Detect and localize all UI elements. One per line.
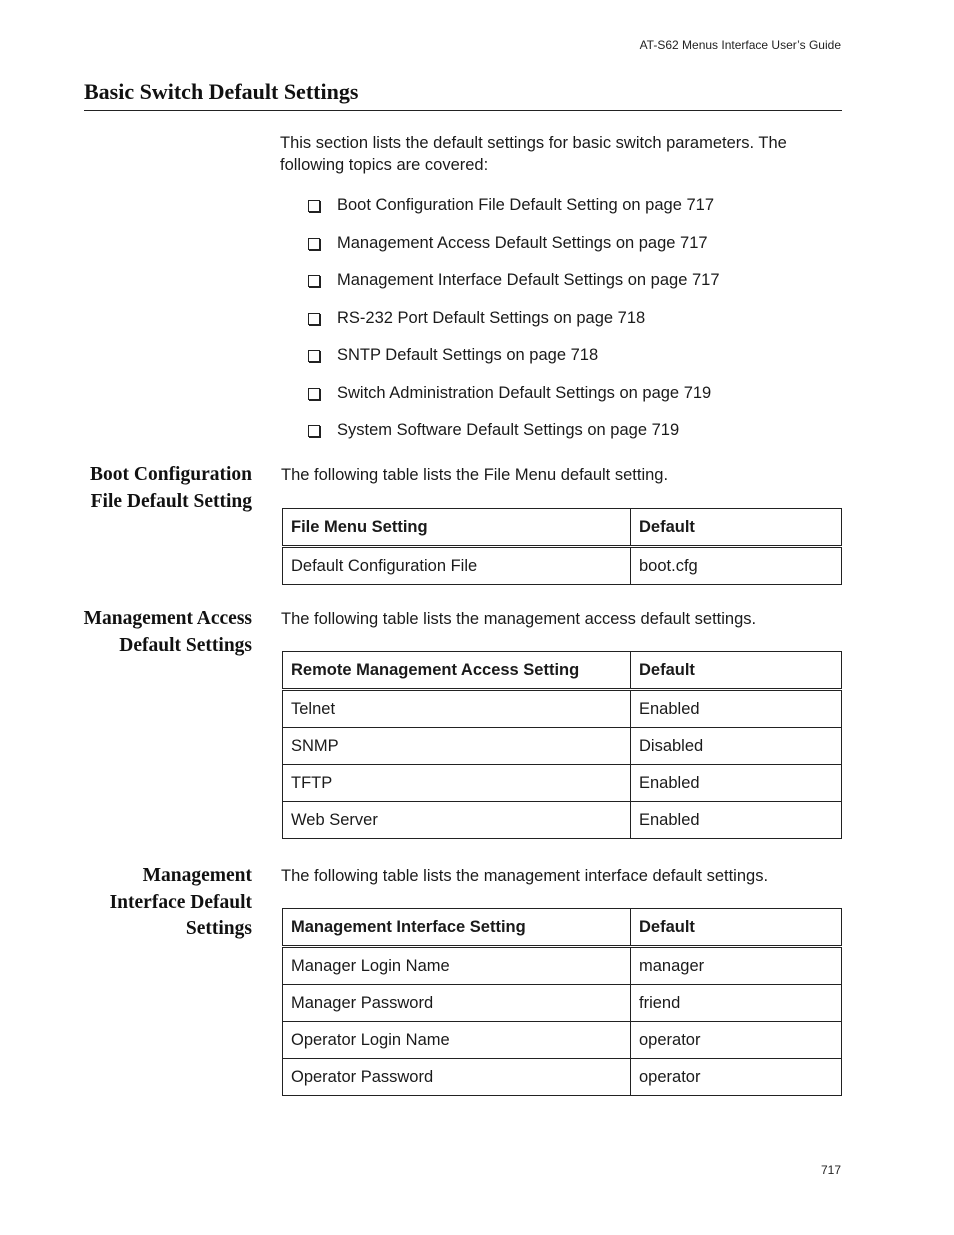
default-cell: Disabled: [631, 728, 842, 765]
boot-config-lead: The following table lists the File Menu default setting.: [281, 466, 669, 484]
topic-link[interactable]: RS-232 Port Default Settings on page 718: [337, 308, 646, 327]
default-cell: Enabled: [631, 765, 842, 802]
page-number: 717: [820, 1163, 841, 1177]
table-row: [283, 765, 842, 802]
intro-paragraph: This section lists the default settings for basic switch parameters. The following topics are covered:: [280, 134, 787, 174]
table-row: [283, 1022, 842, 1059]
column-header: Default: [631, 909, 842, 947]
column-header: Default: [631, 509, 842, 547]
default-cell: operator: [631, 1059, 842, 1096]
topic-link[interactable]: Switch Administration Default Settings on page 719: [337, 383, 712, 402]
boot-config-heading: Boot Configuration File Default Setting: [90, 464, 252, 512]
default-cell: friend: [631, 985, 842, 1022]
mgmt-interface-table: [282, 908, 842, 1096]
mgmt-access-table: [282, 651, 842, 839]
topic-link[interactable]: Boot Configuration File Default Setting on page 717: [337, 196, 715, 214]
default-cell: Enabled: [631, 690, 842, 728]
setting-cell: Operator Login Name: [283, 1022, 631, 1059]
running-header: AT-S62 Menus Interface User’s Guide: [639, 38, 841, 52]
page-title: Basic Switch Default Settings: [84, 79, 359, 104]
default-cell: manager: [631, 947, 842, 985]
setting-cell: Telnet: [283, 690, 631, 728]
table-row: [283, 690, 842, 728]
mgmt-interface-heading: Management Interface Default Settings: [109, 865, 252, 939]
topic-item: [307, 194, 720, 232]
topic-link[interactable]: SNTP Default Settings on page 718: [337, 346, 599, 364]
boot-config-table: [282, 508, 842, 585]
topic-item: [307, 419, 720, 457]
title-rule: [84, 110, 842, 111]
topic-item: [307, 232, 720, 270]
topic-item: [307, 307, 720, 345]
topic-item: [307, 269, 720, 307]
topic-item: [307, 382, 720, 420]
mgmt-access-heading: Management Access Default Settings: [83, 608, 252, 656]
setting-cell: Web Server: [283, 802, 631, 839]
setting-cell: Operator Password: [283, 1059, 631, 1096]
setting-cell: Manager Login Name: [283, 947, 631, 985]
checkbox-bullet-icon: [308, 388, 320, 400]
setting-cell: SNMP: [283, 728, 631, 765]
setting-cell: Manager Password: [283, 985, 631, 1022]
checkbox-bullet-icon: [308, 313, 320, 325]
table-row: [283, 985, 842, 1022]
table-row: [283, 728, 842, 765]
checkbox-bullet-icon: [308, 350, 320, 362]
setting-cell: Default Configuration File: [283, 547, 631, 585]
topic-list: [307, 194, 720, 457]
table-row: [283, 947, 842, 985]
topic-link[interactable]: Management Interface Default Settings on page 717: [337, 271, 720, 289]
column-header: File Menu Setting: [283, 509, 631, 547]
checkbox-bullet-icon: [308, 275, 320, 287]
table-row: [283, 547, 842, 585]
column-header: Remote Management Access Setting: [283, 652, 631, 690]
mgmt-interface-lead: The following table lists the management interface default settings.: [281, 867, 769, 885]
column-header: Management Interface Setting: [283, 909, 631, 947]
topic-link[interactable]: Management Access Default Settings on page 717: [337, 233, 708, 252]
checkbox-bullet-icon: [308, 200, 320, 212]
table-row: [283, 1059, 842, 1096]
topic-link[interactable]: System Software Default Settings on page 719: [337, 421, 680, 439]
topic-item: [307, 344, 720, 382]
checkbox-bullet-icon: [308, 425, 320, 437]
mgmt-access-lead: The following table lists the management access default settings.: [281, 610, 757, 628]
checkbox-bullet-icon: [308, 238, 320, 250]
column-header: Default: [631, 652, 842, 690]
table-row: [283, 802, 842, 839]
default-cell: Enabled: [631, 802, 842, 839]
default-cell: operator: [631, 1022, 842, 1059]
default-cell: boot.cfg: [631, 547, 842, 585]
setting-cell: TFTP: [283, 765, 631, 802]
